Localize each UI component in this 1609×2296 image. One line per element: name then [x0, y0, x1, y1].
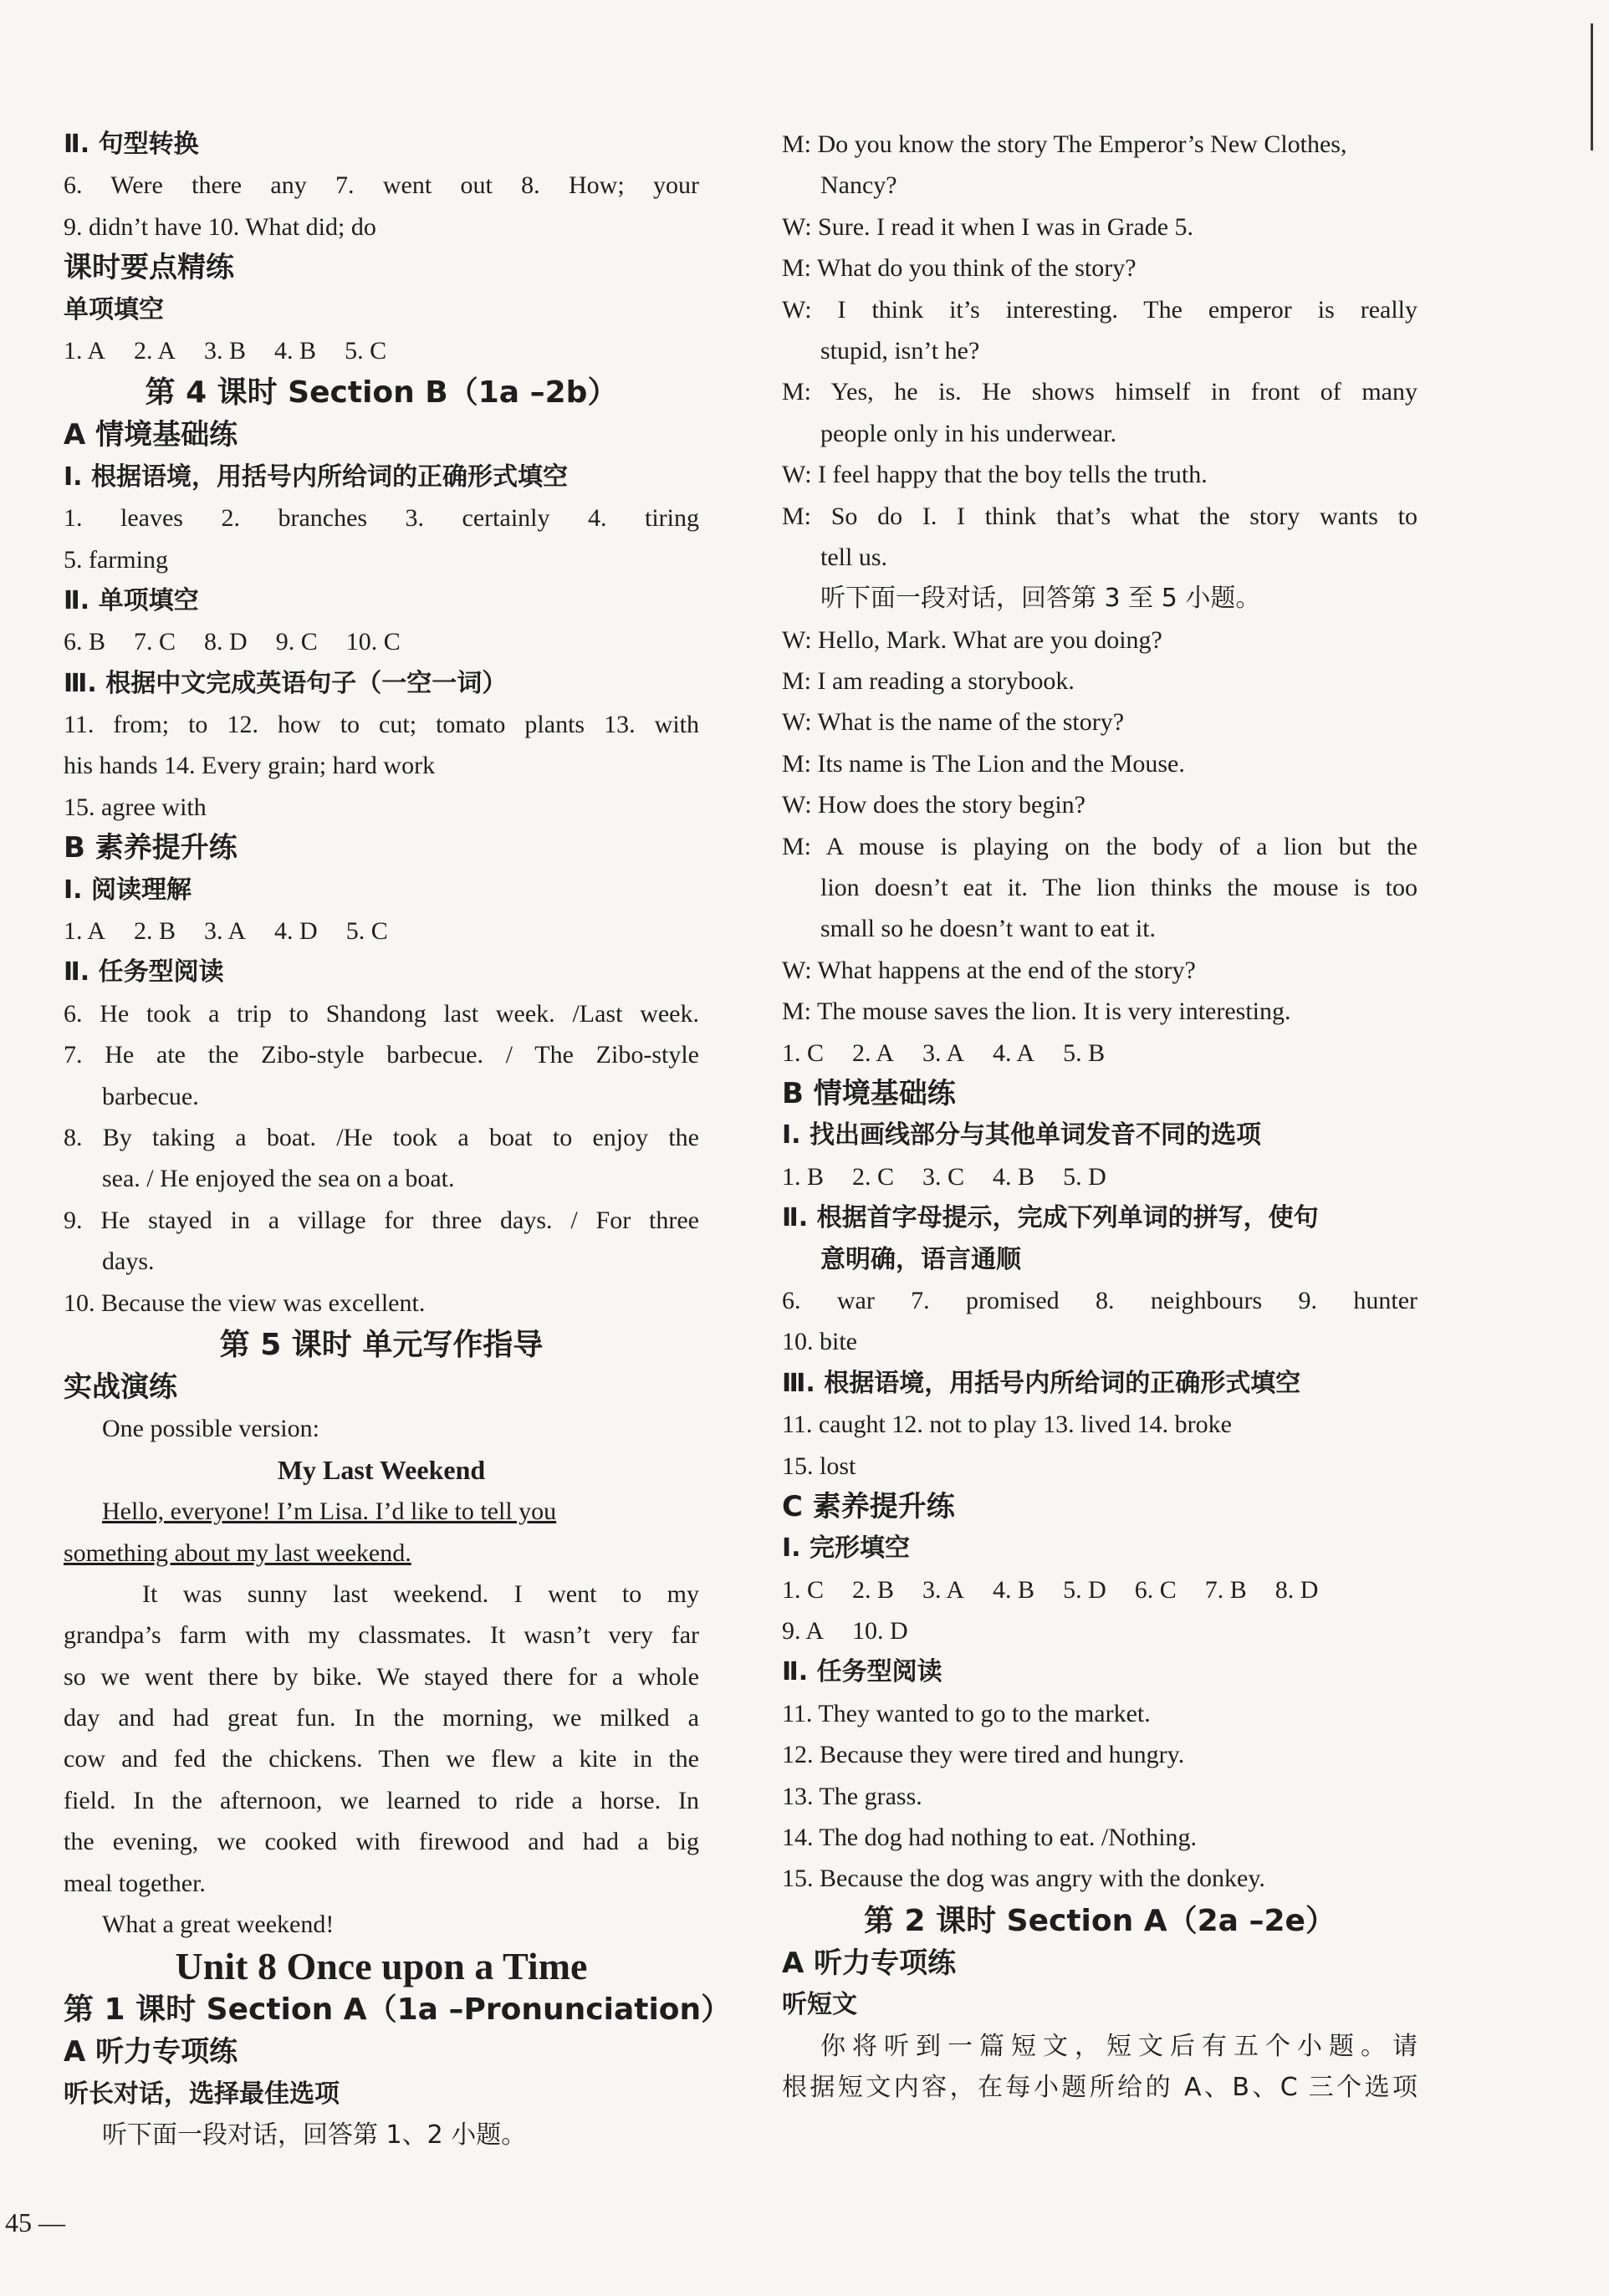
answer-item: 1. A — [64, 336, 106, 365]
line-text: One possible version: — [102, 1415, 319, 1443]
line-text: 9. He stayed in a village for three days. / For three — [64, 1206, 699, 1234]
line-text: B 素养提升练 — [64, 831, 238, 865]
line-text: day and had great fun. In the morning, we milked a — [64, 1704, 699, 1732]
line-text: 6. He took a trip to Shandong last week. /Last week. — [64, 999, 699, 1028]
line-text: 15. agree with — [64, 793, 207, 821]
section-heading — [64, 2074, 699, 2115]
line-text: 11. They wanted to go to the market. — [782, 1699, 1151, 1727]
line-text: Ⅲ. 根据语境，用括号内所给词的正确形式填空 — [782, 1368, 1301, 1398]
block-heading — [64, 828, 699, 869]
line-text: 根据短文内容，在每小题所给的 A、B、C 三个选项 — [782, 2072, 1417, 2102]
line-text: 第 1 课时 Section A（1a –Pronunciation） — [64, 1992, 732, 2028]
line-text: It was sunny last weekend. I went to my — [142, 1579, 699, 1608]
block-heading — [64, 1367, 699, 1408]
answer-item: 5. D — [1063, 1575, 1106, 1604]
text-line — [64, 704, 699, 745]
answer-item: 7. C — [134, 628, 176, 656]
line-text: W: How does the story begin? — [782, 791, 1085, 819]
line-text: 实战演练 — [64, 1370, 177, 1404]
line-text: 6. war 7. promised 8. neighbours 9. hunter — [782, 1286, 1417, 1314]
line-text: M: Yes, he is. He shows himself in front of many — [782, 378, 1417, 406]
answer-item: 5. D — [1063, 1162, 1106, 1191]
text-line — [782, 537, 1417, 578]
line-text: something about my last weekend. — [64, 1538, 411, 1567]
line-text: W: What happens at the end of the story? — [782, 956, 1196, 984]
text-line — [782, 661, 1417, 702]
answer-item: 8. D — [204, 628, 248, 656]
lesson-title — [64, 1988, 732, 2032]
line-text: so we went there by bike. We stayed there for a whole — [64, 1662, 699, 1691]
line-text: field. In the afternoon, we learned to ride a horse. In — [64, 1786, 699, 1814]
answer-item: 10. C — [345, 628, 401, 656]
line-text: 第 5 课时 单元写作指导 — [219, 1327, 544, 1362]
section-heading — [64, 952, 699, 992]
lesson-title — [64, 371, 699, 415]
text-line — [64, 1615, 699, 1656]
text-line — [64, 1158, 699, 1199]
text-line — [782, 371, 1417, 412]
line-text: A 情境基础练 — [64, 418, 238, 452]
text-line — [782, 1858, 1417, 1899]
text-line — [64, 1697, 699, 1738]
line-text: My Last Weekend — [277, 1454, 486, 1485]
line-text: lion doesn’t eat it. The lion thinks the mouse is too — [820, 874, 1417, 902]
line-text: M: Do you know the story The Emperor’s New Clothes, — [782, 130, 1347, 158]
line-text: M: So do I. I think that’s what the story wants to — [782, 502, 1417, 530]
text-line — [64, 2115, 699, 2156]
line-text: W: I feel happy that the boy tells the truth. — [782, 461, 1208, 489]
line-text: Ⅱ. 单项填空 — [64, 585, 199, 615]
text-line — [782, 620, 1417, 661]
left-column — [64, 124, 732, 2156]
answer-item: 6. C — [1134, 1575, 1177, 1604]
line-text: 12. Because they were tired and hungry. — [782, 1741, 1185, 1769]
essay-title — [64, 1450, 699, 1491]
unit-title — [64, 1945, 699, 1988]
line-text: Ⅰ. 完形填空 — [782, 1533, 911, 1564]
text-line — [782, 207, 1417, 247]
line-text: small so he doesn’t want to eat it. — [820, 915, 1157, 943]
answer-item: 1. B — [782, 1162, 825, 1191]
line-text: 第 4 课时 Section B（1a –2b） — [145, 375, 618, 411]
line-text: W: I think it’s interesting. The emperor is really — [782, 295, 1417, 324]
line-text: W: What is the name of the story? — [782, 708, 1125, 737]
answer-line — [64, 911, 699, 952]
text-line — [64, 1656, 699, 1697]
line-text: his hands 14. Every grain; hard work — [64, 752, 436, 780]
line-text: 8. By taking a boat. /He took a boat to enjoy the — [64, 1123, 699, 1151]
line-text: Ⅱ. 根据首字母提示，完成下列单词的拼写，使句 — [782, 1203, 1319, 1233]
text-line — [782, 908, 1417, 949]
section-heading — [64, 457, 699, 497]
line-text: Ⅰ. 找出画线部分与其他单词发音不同的选项 — [782, 1120, 1262, 1151]
section-heading — [782, 1528, 1417, 1569]
line-text: 5. farming — [64, 545, 168, 574]
line-text: 10. Because the view was excellent. — [64, 1288, 426, 1317]
section-heading — [782, 1363, 1417, 1404]
line-text: W: Hello, Mark. What are you doing? — [782, 625, 1162, 654]
answer-line — [64, 621, 699, 662]
line-text: M: Its name is The Lion and the Mouse. — [782, 749, 1185, 778]
answer-item: 4. A — [993, 1038, 1035, 1067]
line-text: Ⅱ. 句型转换 — [64, 130, 199, 159]
line-text: 听长对话，选择最佳选项 — [64, 2079, 340, 2109]
text-line — [782, 1280, 1417, 1321]
block-heading — [64, 2032, 699, 2073]
answer-item: 3. A — [922, 1575, 965, 1604]
line-text: M: What do you think of the story? — [782, 254, 1137, 283]
line-text: M: I am reading a storybook. — [782, 667, 1075, 696]
text-line — [64, 1821, 699, 1862]
text-line — [782, 826, 1417, 867]
text-line — [64, 207, 699, 247]
line-text: 单项填空 — [64, 294, 164, 324]
text-line — [782, 578, 1417, 619]
text-line — [64, 1076, 699, 1117]
text-line — [64, 1117, 699, 1158]
section-heading — [782, 1197, 1417, 1238]
line-text: W: Sure. I read it when I was in Grade 5. — [782, 212, 1194, 241]
line-text: B 情境基础练 — [782, 1076, 956, 1110]
answer-item: 2. B — [134, 917, 176, 946]
answer-line — [782, 1569, 1417, 1610]
line-text: 1. leaves 2. branches 3. certainly 4. tiring — [64, 504, 699, 533]
text-line — [782, 289, 1417, 330]
text-line — [782, 1321, 1417, 1362]
text-line — [64, 539, 699, 580]
answer-item: 1. C — [782, 1575, 825, 1604]
line-text: Ⅲ. 根据中文完成英语句子（一空一词） — [64, 668, 508, 698]
line-text: 11. caught 12. not to play 13. lived 14. broke — [782, 1411, 1232, 1439]
answer-item: 9. C — [275, 628, 318, 656]
line-text: 9. didn’t have 10. What did; do — [64, 212, 376, 241]
section-heading — [64, 663, 699, 704]
text-line — [782, 702, 1417, 742]
text-line — [782, 950, 1417, 991]
section-heading — [64, 580, 699, 621]
line-text: Unit 8 Once upon a Time — [175, 1945, 588, 1988]
text-line — [782, 991, 1417, 1032]
line-text: people only in his underwear. — [820, 419, 1117, 447]
block-heading — [782, 1074, 1417, 1115]
section-heading — [782, 1651, 1417, 1692]
answer-line — [782, 1033, 1417, 1074]
section-heading — [64, 870, 699, 911]
line-text: the evening, we cooked with firewood and had a big — [64, 1828, 699, 1856]
lesson-title — [782, 1900, 1417, 1943]
line-text: 7. He ate the Zibo-style barbecue. / The Zibo-style — [64, 1041, 699, 1069]
answer-item: 2. A — [852, 1038, 895, 1067]
text-line — [782, 247, 1417, 288]
text-line — [782, 165, 1417, 206]
line-text: cow and fed the chickens. Then we flew a kite in the — [64, 1745, 699, 1773]
text-line — [782, 1446, 1417, 1487]
line-text: Ⅰ. 根据语境，用括号内所给词的正确形式填空 — [64, 462, 569, 492]
text-line — [782, 2067, 1417, 2108]
section-heading — [64, 124, 699, 165]
block-heading — [782, 1943, 1417, 1984]
text-line — [64, 1738, 699, 1779]
answer-item: 1. C — [782, 1038, 825, 1067]
line-text: 意明确，语言通顺 — [820, 1244, 1021, 1274]
line-text: 10. bite — [782, 1328, 857, 1356]
answer-item: 4. B — [993, 1575, 1035, 1604]
answer-item: 4. B — [993, 1162, 1035, 1191]
line-text: 15. Because the dog was angry with the donkey. — [782, 1865, 1265, 1893]
answer-item: 2. A — [134, 336, 176, 365]
line-text: 听下面一段对话，回答第 3 至 5 小题。 — [820, 584, 1261, 614]
block-heading — [782, 1487, 1417, 1528]
answer-item: 9. A — [782, 1617, 825, 1645]
text-line — [64, 497, 699, 538]
line-text: M: The mouse saves the lion. It is very interesting. — [782, 997, 1291, 1026]
line-text: Nancy? — [820, 171, 897, 200]
line-text: 13. The grass. — [782, 1782, 922, 1810]
line-text: What a great weekend! — [102, 1911, 335, 1939]
text-line — [782, 1817, 1417, 1858]
line-text: 你将听到一篇短文，短文后有五个小题。请 — [820, 2031, 1417, 2061]
answer-item: 7. B — [1204, 1575, 1247, 1604]
answer-item: 8. D — [1274, 1575, 1319, 1604]
text-line — [782, 784, 1417, 825]
line-text: 6. Were there any 7. went out 8. How; your — [64, 171, 699, 200]
line-text: grandpa’s farm with my classmates. It wasn’t very far — [64, 1621, 699, 1650]
answer-item: 3. B — [204, 336, 247, 365]
answer-item: 3. C — [922, 1162, 965, 1191]
line-text: A 听力专项练 — [64, 2035, 238, 2069]
text-line — [64, 1241, 699, 1282]
line-text: 15. lost — [782, 1452, 856, 1480]
text-line — [64, 1408, 699, 1449]
text-line — [782, 1404, 1417, 1445]
text-line — [64, 1200, 699, 1241]
line-text: 第 2 课时 Section A（2a –2e） — [864, 1903, 1336, 1938]
answer-line — [782, 1610, 1417, 1651]
answer-item: 4. D — [274, 917, 318, 946]
text-line — [782, 1776, 1417, 1817]
answer-item: 3. A — [922, 1038, 965, 1067]
line-text: 听下面一段对话，回答第 1、2 小题。 — [102, 2120, 527, 2151]
text-line — [782, 413, 1417, 454]
line-text: 14. The dog had nothing to eat. /Nothing. — [782, 1824, 1198, 1852]
line-text: C 素养提升练 — [782, 1489, 955, 1523]
lesson-title — [64, 1324, 699, 1367]
page-edge-line — [1591, 23, 1593, 151]
line-text: 听短文 — [782, 1990, 857, 2020]
text-line — [782, 867, 1417, 908]
text-line — [64, 1904, 699, 1945]
answer-item: 5. C — [345, 917, 388, 946]
line-text: days. — [102, 1247, 155, 1276]
section-heading — [782, 1115, 1417, 1156]
text-line — [782, 1734, 1417, 1775]
text-line — [782, 454, 1417, 495]
line-text: M: A mouse is playing on the body of a lion but the — [782, 832, 1417, 860]
text-line — [782, 124, 1417, 165]
text-line — [64, 1283, 699, 1324]
text-line — [64, 1574, 699, 1615]
line-text: Ⅰ. 阅读理解 — [64, 875, 192, 905]
text-line — [782, 1693, 1417, 1734]
block-heading — [64, 247, 699, 288]
answer-item: 5. B — [1063, 1038, 1106, 1067]
line-text: Ⅱ. 任务型阅读 — [782, 1657, 942, 1687]
right-column — [782, 124, 1417, 2108]
answer-item: 1. A — [64, 917, 106, 946]
text-line — [64, 787, 699, 828]
answer-item: 2. B — [852, 1575, 895, 1604]
line-text: Hello, everyone! I’m Lisa. I’d like to tell you — [102, 1498, 557, 1526]
line-text: meal together. — [64, 1869, 206, 1897]
text-line — [782, 496, 1417, 537]
answer-item: 4. B — [274, 336, 317, 365]
text-line — [64, 1034, 699, 1075]
line-text: stupid, isn’t he? — [820, 336, 980, 365]
line-text: Ⅱ. 任务型阅读 — [64, 957, 224, 987]
line-text: 11. from; to 12. how to cut; tomato plants 13. with — [64, 711, 699, 739]
section-heading — [782, 1984, 1417, 2025]
answer-item: 6. B — [64, 628, 106, 656]
text-line — [64, 993, 699, 1034]
answer-item: 3. A — [204, 917, 247, 946]
answer-item: 2. C — [852, 1162, 895, 1191]
line-text: barbecue. — [102, 1082, 199, 1110]
answer-item: 10. D — [852, 1617, 908, 1645]
text-line — [64, 1491, 699, 1532]
text-line — [64, 745, 699, 786]
text-line — [64, 1780, 699, 1821]
text-line — [64, 1863, 699, 1904]
section-heading — [782, 1239, 1417, 1280]
text-line — [64, 165, 699, 206]
answer-line — [64, 330, 699, 371]
line-text: sea. / He enjoyed the sea on a boat. — [102, 1165, 455, 1193]
text-line — [782, 2026, 1417, 2067]
line-text: A 听力专项练 — [782, 1946, 957, 1980]
page-number: 45 — — [5, 2207, 65, 2237]
block-heading — [64, 415, 699, 456]
line-text: tell us. — [820, 543, 887, 571]
answer-item: 5. C — [345, 336, 387, 365]
line-text: 课时要点精练 — [64, 251, 234, 285]
text-line — [782, 743, 1417, 784]
answer-line — [782, 1156, 1417, 1197]
text-line — [782, 330, 1417, 371]
text-line — [64, 1533, 699, 1574]
section-heading — [64, 289, 699, 330]
